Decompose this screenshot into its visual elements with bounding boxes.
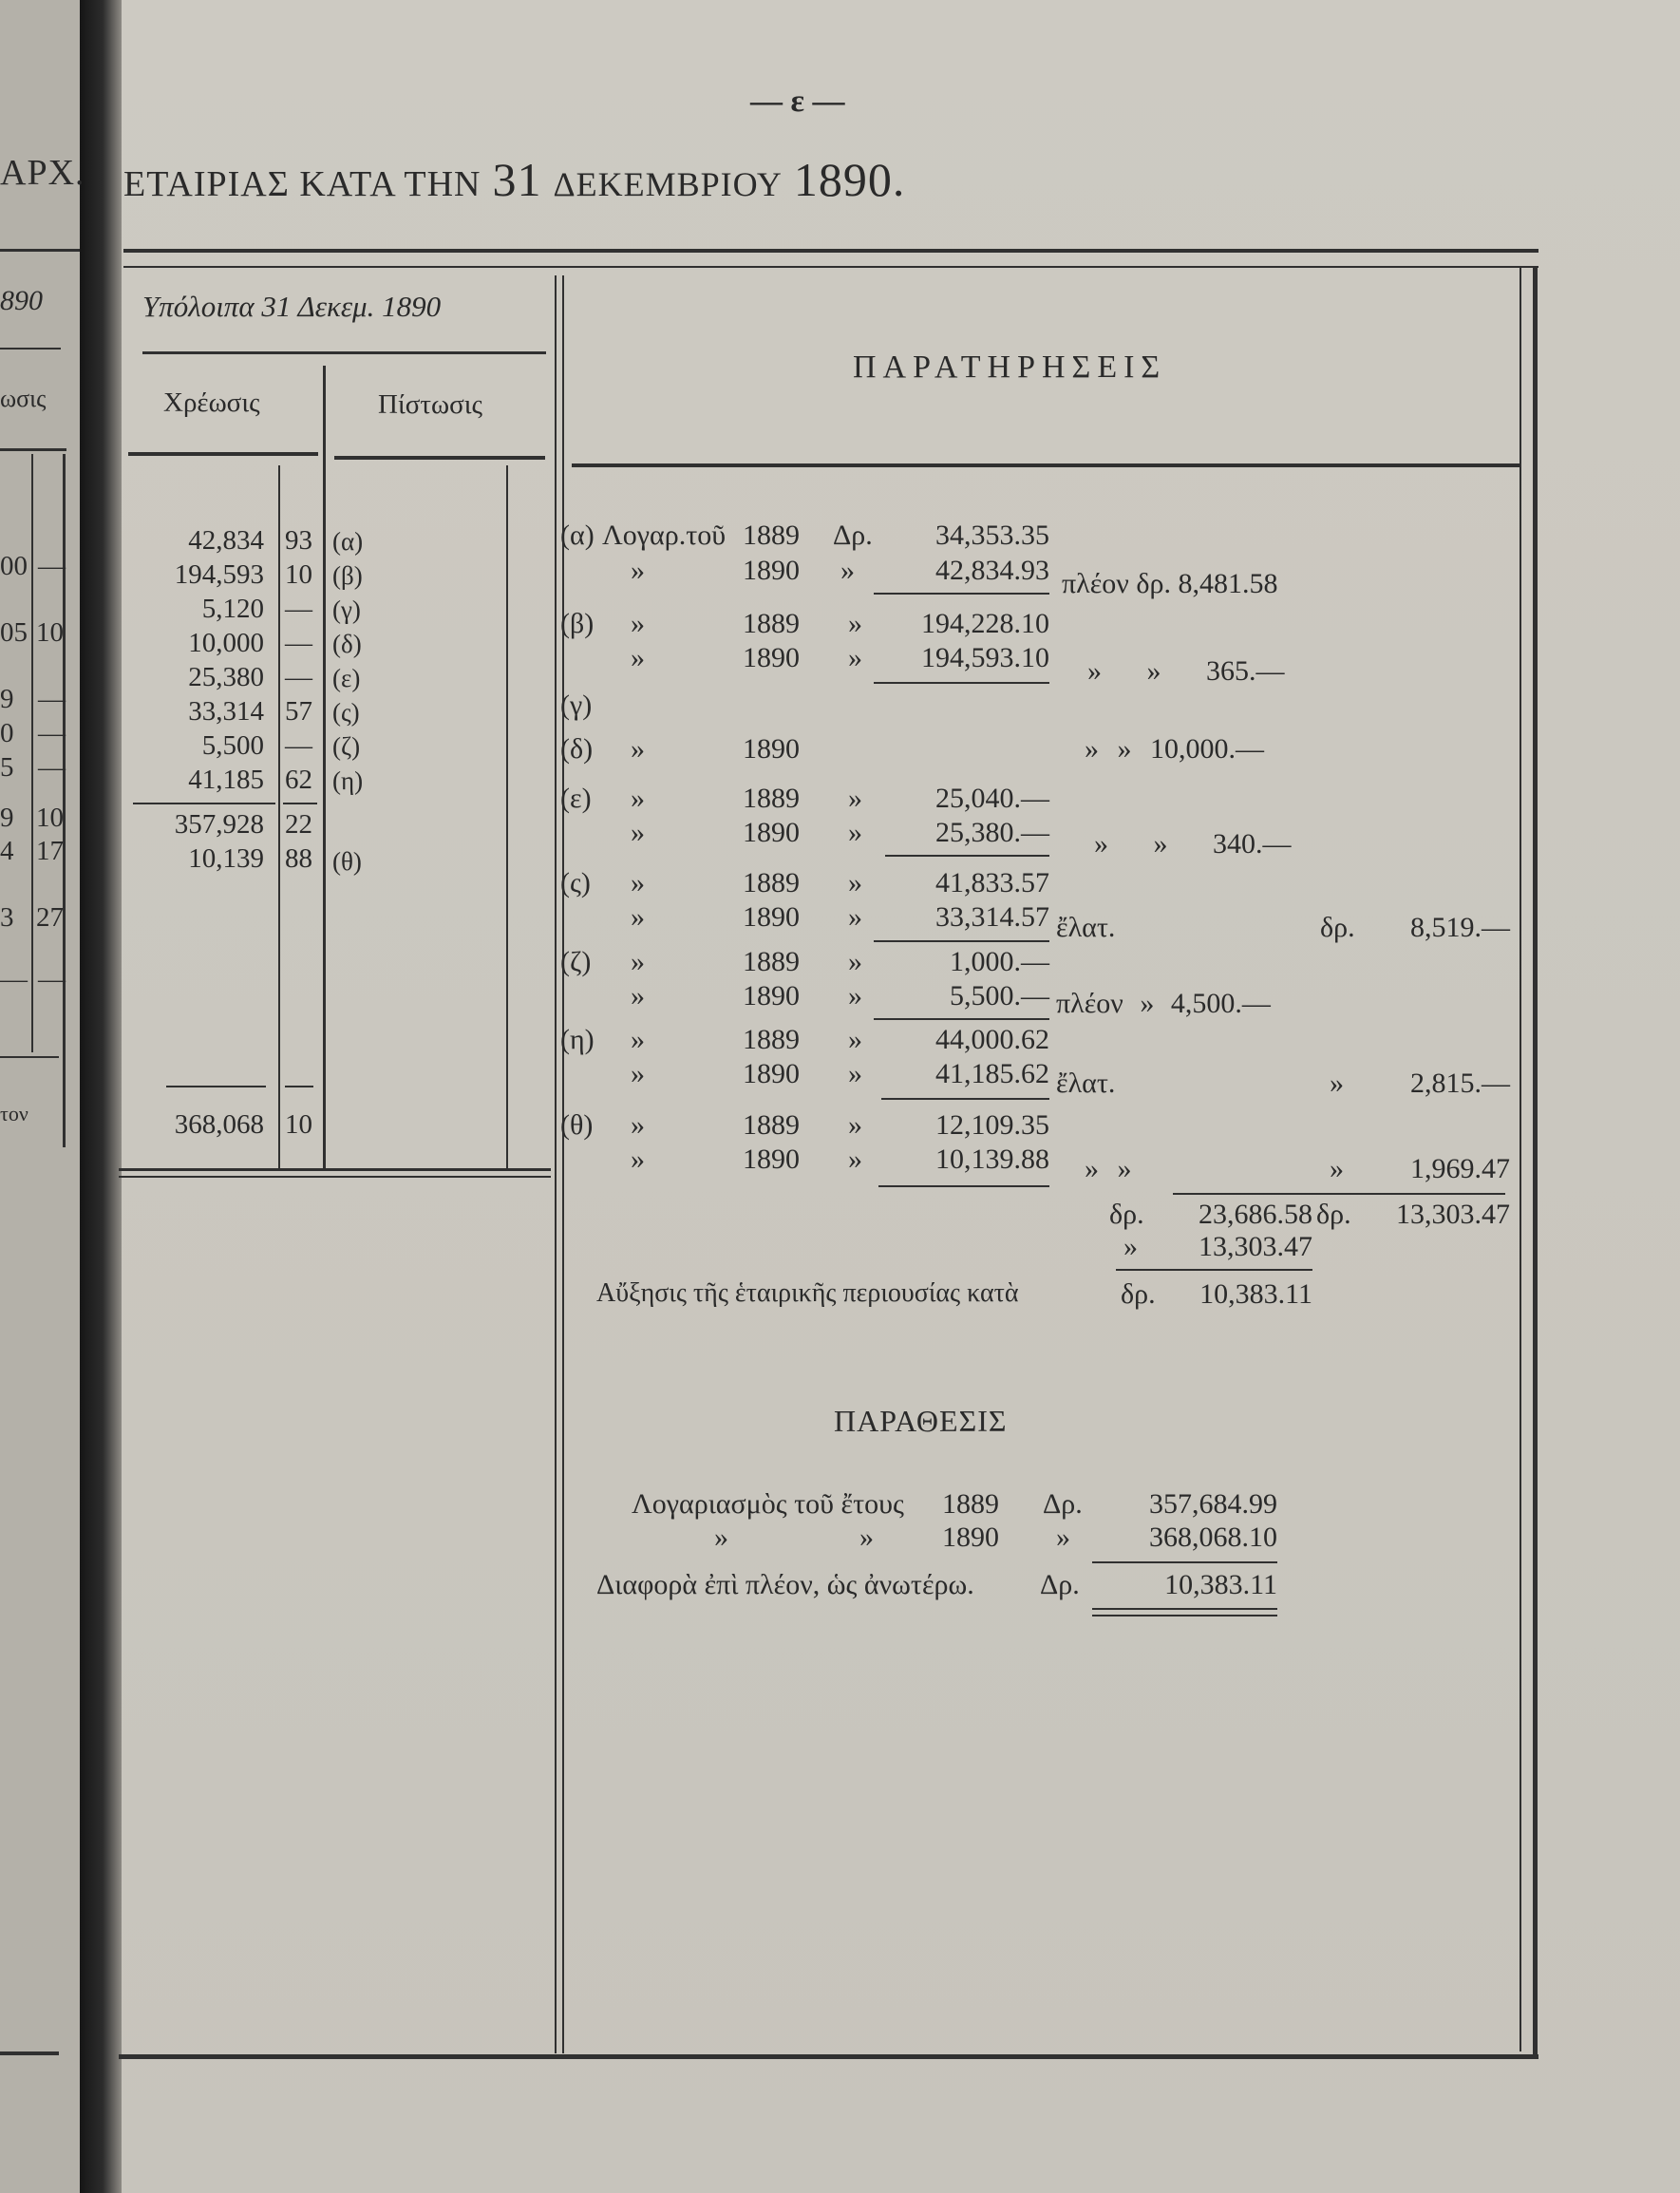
prev-row-9-a: — <box>0 964 28 994</box>
balance-row-ref: (ζ) <box>332 732 361 761</box>
subtotal-rule-cents <box>283 803 317 804</box>
decrease-value: 8,519.— <box>1410 912 1510 943</box>
balance-row-cents: — <box>285 730 312 761</box>
balance-row-ref: (β) <box>332 561 363 590</box>
obs-underline <box>874 682 1049 684</box>
balance-row-cents: 10 <box>285 559 312 590</box>
balance-heading-rule <box>142 351 546 354</box>
obs-value: 194,228.10 <box>921 608 1049 639</box>
title-year: 1890. <box>793 153 906 206</box>
balance-row-ref: (ς) <box>332 698 360 727</box>
obs-value: 5,500.— <box>950 980 1049 1011</box>
obs-underline <box>874 1018 1049 1020</box>
obs-value: 10,139.88 <box>935 1144 1049 1175</box>
comparison-row2-year: 1890 <box>942 1522 999 1553</box>
balance-row-cents: 57 <box>285 696 312 727</box>
obs-year: 1890 <box>743 1144 800 1175</box>
comparison-row2-mark: » <box>714 1522 728 1553</box>
obs-value: 41,833.57 <box>935 867 1049 898</box>
result-value: 10,383.11 <box>1199 1278 1312 1310</box>
obs-value: 33,314.57 <box>935 901 1049 933</box>
balance-row-ref: (α) <box>332 527 364 556</box>
obs-label: » <box>631 867 645 898</box>
obs-ref: (α) <box>560 520 595 551</box>
prev-row-6-b: 10 <box>36 803 64 833</box>
prev-row-4-a: 0 <box>0 718 14 748</box>
obs-year: 1890 <box>743 733 800 765</box>
comparison-diff-label: Διαφορὰ ἐπὶ πλέον, ὡς ἀνωτέρω. <box>596 1569 974 1600</box>
obs-note: πλέον » 4,500.— <box>1056 988 1271 1019</box>
obs-value: 12,109.35 <box>935 1109 1049 1141</box>
obs-unit: » <box>840 555 855 586</box>
prev-page-rule-4 <box>0 1056 59 1058</box>
obs-ref: (ζ) <box>560 946 592 977</box>
obs-note: » » 365.— <box>1087 655 1285 687</box>
grand-total-rule <box>166 1086 266 1087</box>
obs-ref: (ς) <box>560 867 591 898</box>
extra-ref: (θ) <box>332 847 362 876</box>
obs-year: 1889 <box>743 946 800 977</box>
obs-note: » » 10,000.— <box>1085 733 1264 765</box>
obs-year: 1890 <box>743 817 800 848</box>
obs-year: 1890 <box>743 980 800 1011</box>
debit-head-rule <box>128 452 318 456</box>
comparison-diff-value: 10,383.11 <box>1164 1569 1277 1600</box>
decrease-unit: » <box>1330 1153 1344 1184</box>
balance-row-cents: — <box>285 662 312 692</box>
prev-row-4-b: — <box>38 718 66 748</box>
obs-underline <box>878 1185 1049 1187</box>
prev-row-7-b: 17 <box>36 836 64 866</box>
obs-label: » <box>631 901 645 933</box>
balance-row-cents: 62 <box>285 765 312 795</box>
obs-ref: (β) <box>560 608 595 639</box>
prev-page-rule-2 <box>0 348 61 350</box>
debit-credit-divider <box>323 366 326 1168</box>
prev-row-6-a: 9 <box>0 803 14 833</box>
extra-cents: 88 <box>285 843 312 874</box>
prev-page-rule-3 <box>0 448 66 451</box>
comparison-row1-year: 1889 <box>942 1488 999 1520</box>
prev-row-8-b: 27 <box>36 902 64 933</box>
prev-page-title-fragment: ΑΡΧ. <box>0 153 85 193</box>
book-spine <box>80 0 122 2193</box>
balance-row-cents: — <box>285 594 312 624</box>
credit-head-rule <box>334 456 545 460</box>
column-divider <box>555 275 557 2053</box>
obs-year: 1890 <box>743 555 800 586</box>
frame-right-rule <box>1533 266 1538 2056</box>
prev-row-1-b: — <box>38 551 66 581</box>
obs-unit: » <box>848 1109 862 1141</box>
credit-label: Πίστωσις <box>378 389 483 420</box>
comparison-rule <box>1092 1561 1277 1563</box>
obs-ref: (θ) <box>560 1109 594 1141</box>
title-prefix: ΕΤΑΙΡΙΑΣ ΚΑΤΑ ΤΗΝ <box>123 164 481 204</box>
obs-label: » <box>631 817 645 848</box>
subtotal-rule <box>133 803 275 804</box>
obs-label: » <box>631 1109 645 1141</box>
obs-value: 44,000.62 <box>935 1024 1049 1055</box>
prev-row-5-a: 5 <box>0 752 14 783</box>
prev-row-3-a: 9 <box>0 684 14 714</box>
decrease-value: 1,969.47 <box>1410 1153 1510 1184</box>
obs-unit: » <box>848 783 862 814</box>
obs-note: ἔλατ. <box>1056 912 1116 943</box>
prev-page-column-line <box>31 454 33 1052</box>
obs-value: 25,380.— <box>935 817 1049 848</box>
comparison-diff-unit: Δρ. <box>1040 1569 1080 1600</box>
obs-note: πλέον δρ. 8,481.58 <box>1062 568 1278 599</box>
grand-total-rule-cents <box>285 1086 313 1087</box>
balance-row-cents: — <box>285 628 312 658</box>
comparison-row2-value: 368,068.10 <box>1149 1522 1277 1553</box>
prev-row-7-a: 4 <box>0 836 14 866</box>
obs-year: 1889 <box>743 867 800 898</box>
obs-label: » <box>631 733 645 765</box>
comparison-double-rule <box>1092 1608 1277 1610</box>
balance-row-ref: (δ) <box>332 630 362 658</box>
title-day: 31 <box>492 153 542 206</box>
obs-unit: » <box>848 817 862 848</box>
obs-ref: (γ) <box>560 690 593 721</box>
balance-row-ref: (γ) <box>332 596 361 624</box>
obs-value: 194,593.10 <box>921 642 1049 673</box>
obs-ref: (ε) <box>560 783 592 814</box>
obs-label: » <box>631 1024 645 1055</box>
observations-heading: ΠΑΡΑΤΗΡΗΣΕΙΣ <box>853 350 1167 385</box>
frame-top-rule-inner <box>123 266 1538 268</box>
prev-row-2-b: 10 <box>36 617 64 648</box>
balance-row-ref: (ε) <box>332 664 361 692</box>
balance-heading: Υπόλοιπα 31 Δεκεμ. 1890 <box>142 290 442 323</box>
obs-year: 1889 <box>743 783 800 814</box>
comparison-double-rule-2 <box>1092 1615 1277 1616</box>
grand-total-cents: 10 <box>285 1109 312 1140</box>
decrease-unit: δρ. <box>1320 912 1355 943</box>
balance-row-amount: 42,834 <box>188 525 264 556</box>
comparison-row1-label: Λογαριασμὸς τοῦ ἔτους <box>632 1488 904 1520</box>
prev-page-header-fragment: 890 <box>0 285 43 316</box>
obs-year: 1889 <box>743 520 800 551</box>
obs-ref: (δ) <box>560 733 594 765</box>
frame-bottom-rule <box>119 2054 1538 2059</box>
balance-row-amount: 41,185 <box>188 765 264 795</box>
obs-label: » <box>631 783 645 814</box>
obs-label: » <box>631 555 645 586</box>
comparison-row1-unit: Δρ. <box>1043 1488 1083 1520</box>
comparison-row2-unit: » <box>1056 1522 1070 1553</box>
subtotal-amount: 357,928 <box>174 809 264 840</box>
minus-value: 13,303.47 <box>1199 1231 1312 1262</box>
title-month: ΔΕΚΕΜΒΡΙΟΥ <box>553 165 783 203</box>
obs-value: 25,040.— <box>935 783 1049 814</box>
balance-row-amount: 10,000 <box>188 628 264 658</box>
prev-row-8-a: 3 <box>0 902 14 933</box>
obs-ref: (η) <box>560 1024 595 1055</box>
prev-page-footer-fragment: τον <box>0 1102 28 1125</box>
obs-underline <box>881 1098 1049 1100</box>
decrease-value: 2,815.— <box>1410 1068 1510 1099</box>
obs-value: 41,185.62 <box>935 1058 1049 1089</box>
prev-row-1-a: 00 <box>0 551 28 581</box>
prev-row-5-b: — <box>38 752 66 783</box>
obs-underline <box>874 593 1049 595</box>
increase-total-value: 23,686.58 <box>1199 1199 1312 1230</box>
decrease-unit: » <box>1330 1068 1344 1099</box>
totals-rule <box>1173 1193 1505 1195</box>
decrease-total-unit: δρ. <box>1316 1199 1351 1230</box>
obs-unit: » <box>848 946 862 977</box>
obs-underline <box>874 940 1049 942</box>
obs-year: 1889 <box>743 1109 800 1141</box>
obs-unit: » <box>848 901 862 933</box>
obs-unit: » <box>848 1144 862 1175</box>
obs-label: » <box>631 980 645 1011</box>
obs-year: 1890 <box>743 1058 800 1089</box>
extra-amount: 10,139 <box>188 843 264 874</box>
grand-total-amount: 368,068 <box>174 1109 264 1140</box>
obs-label: » <box>631 1144 645 1175</box>
obs-label: Λογαρ.τοῦ <box>602 520 727 551</box>
obs-unit: » <box>848 608 862 639</box>
frame-top-rule <box>123 249 1538 253</box>
obs-note: » » 340.— <box>1094 828 1292 860</box>
obs-value: 1,000.— <box>950 946 1049 977</box>
comparison-row1-value: 357,684.99 <box>1149 1488 1277 1520</box>
balance-row-amount: 5,120 <box>201 594 264 624</box>
obs-year: 1889 <box>743 1024 800 1055</box>
obs-value: 34,353.35 <box>935 520 1049 551</box>
obs-value: 42,834.93 <box>935 555 1049 586</box>
result-rule <box>1116 1269 1312 1271</box>
decrease-total-value: 13,303.47 <box>1396 1199 1510 1230</box>
balance-row-amount: 194,593 <box>174 559 264 590</box>
debit-label: Χρέωσις <box>163 388 260 418</box>
minus-mark: » <box>1123 1231 1138 1262</box>
prev-row-2-a: 05 <box>0 617 28 648</box>
obs-label: » <box>631 946 645 977</box>
prev-row-3-b: — <box>38 684 66 714</box>
prev-row-9-b: — <box>38 964 66 994</box>
previous-page <box>0 0 80 2193</box>
obs-note: » » <box>1085 1153 1132 1184</box>
obs-label: » <box>631 642 645 673</box>
subtotal-cents: 22 <box>285 809 312 840</box>
frame-right-inner-rule <box>1520 266 1521 2051</box>
balance-bottom-rule <box>119 1168 551 1171</box>
balance-row-amount: 5,500 <box>201 730 264 761</box>
comparison-heading: ΠΑΡΑΘΕΣΙΣ <box>834 1404 1008 1438</box>
balance-row-cents: 93 <box>285 525 312 556</box>
balance-bottom-rule-2 <box>119 1176 551 1178</box>
obs-underline <box>885 855 1049 857</box>
obs-unit: » <box>848 980 862 1011</box>
obs-unit: Δρ. <box>833 520 873 551</box>
result-unit: δρ. <box>1121 1278 1156 1310</box>
obs-unit: » <box>848 867 862 898</box>
obs-label: » <box>631 1058 645 1089</box>
balance-row-amount: 33,314 <box>188 696 264 727</box>
page-marker: — ε — <box>750 84 845 119</box>
cents-column-line <box>278 465 280 1168</box>
obs-unit: » <box>848 1058 862 1089</box>
prev-page-rule <box>0 249 80 252</box>
prev-page-bottom-rule <box>0 2051 59 2055</box>
obs-unit: » <box>848 642 862 673</box>
result-label: Αὔξησις τῆς ἑταιρικῆς περιουσίας κατὰ <box>596 1278 1019 1308</box>
obs-year: 1890 <box>743 642 800 673</box>
obs-year: 1890 <box>743 901 800 933</box>
balance-row-ref: (η) <box>332 766 364 795</box>
balance-row-amount: 25,380 <box>188 662 264 692</box>
prev-page-subheader-fragment: ωσις <box>0 385 47 412</box>
page-title <box>123 152 905 207</box>
obs-unit: » <box>848 1024 862 1055</box>
credit-column-line <box>506 465 508 1168</box>
comparison-row2-mark: » <box>859 1522 874 1553</box>
observations-heading-rule <box>572 463 1521 467</box>
obs-note: ἔλατ. <box>1056 1068 1116 1099</box>
increase-total-unit: δρ. <box>1109 1199 1144 1230</box>
obs-year: 1889 <box>743 608 800 639</box>
obs-label: » <box>631 608 645 639</box>
